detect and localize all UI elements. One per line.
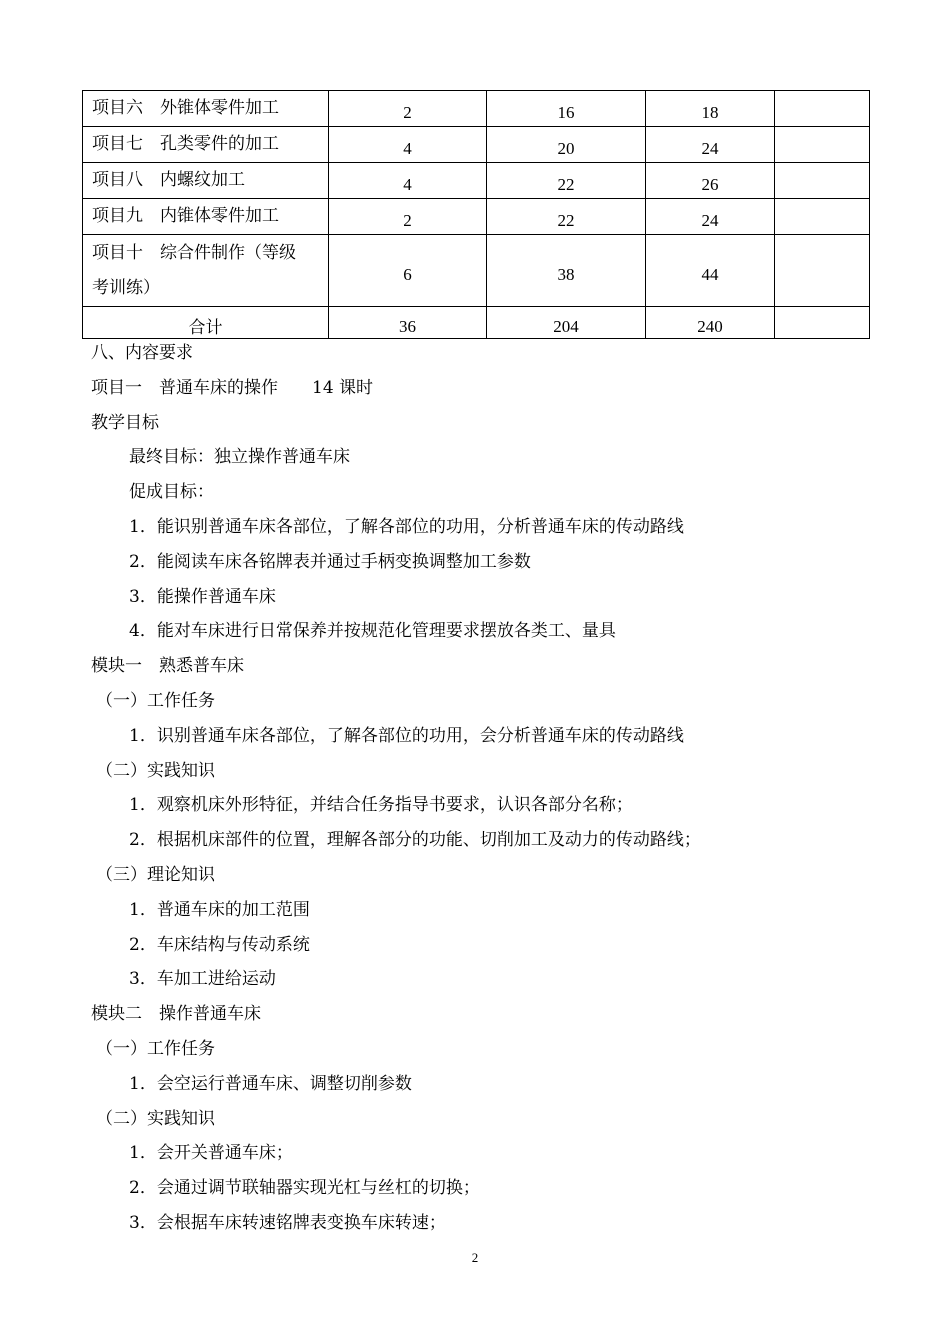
table-cell-theory-hours: 2 [329,91,487,127]
table-cell-project: 项目八 内螺纹加工 [83,163,329,199]
total-practice-hours: 204 [487,307,646,339]
page-number: 2 [471,1250,479,1265]
goal-item: 1．能识别普通车床各部位，了解各部位的功用，分析普通车床的传动路线 [129,516,684,537]
practice-heading: （二）实践知识 [96,1108,215,1129]
final-goal: 最终目标：独立操作普通车床 [129,447,350,468]
table-cell-remark [775,163,870,199]
table-cell-remark [775,235,870,307]
table-cell-theory-hours: 2 [329,199,487,235]
practice-item: 1．观察机床外形特征，并结合任务指导书要求，认识各部分名称； [129,795,633,816]
table-cell-project: 项目九 内锥体零件加工 [83,199,329,235]
theory-item: 3．车加工进给运动 [129,969,276,990]
task-heading: （一）工作任务 [96,1038,215,1059]
theory-item: 2．车床结构与传动系统 [129,934,310,955]
table-cell-total-hours: 24 [646,199,775,235]
goal-item: 2．能阅读车床各铭牌表并通过手柄变换调整加工参数 [129,551,531,572]
table-cell-total-hours: 26 [646,163,775,199]
project-name-line-1: 项目十 综合件制作（等级 [92,242,296,263]
table-cell-remark [775,127,870,163]
table-cell-remark [775,91,870,127]
table-cell-practice-hours: 38 [487,235,646,307]
enabling-goal-heading: 促成目标： [129,482,214,503]
table-cell-total-hours: 44 [646,235,775,307]
table-cell-project: 项目七 孔类零件的加工 [83,127,329,163]
table-cell-theory-hours: 4 [329,127,487,163]
table-row [83,163,870,199]
theory-heading: （三）理论知识 [96,864,215,885]
practice-item: 1．会开关普通车床； [129,1143,293,1164]
table-cell-total-hours: 18 [646,91,775,127]
goal-item: 4．能对车床进行日常保养并按规范化管理要求摆放各类工、量具 [129,621,616,642]
table-cell-practice-hours: 16 [487,91,646,127]
table-cell-practice-hours: 20 [487,127,646,163]
table-cell-remark [775,199,870,235]
table-row [83,91,870,127]
hours-table [82,90,870,339]
table-row [83,199,870,235]
project-title: 项目一 普通车床的操作 14 课时 [91,377,374,398]
practice-item: 2．根据机床部件的位置，理解各部分的功能、切削加工及动力的传动路线； [129,830,701,851]
table-cell-theory-hours: 6 [329,235,487,307]
table-row [83,235,870,307]
task-heading: （一）工作任务 [96,690,215,711]
teaching-goal-heading: 教学目标 [91,412,159,433]
module-title: 模块二 操作普通车床 [91,1004,261,1025]
task-item: 1．识别普通车床各部位，了解各部位的功用，会分析普通车床的传动路线 [129,725,684,746]
table-cell-practice-hours: 22 [487,199,646,235]
table-total-row [83,307,870,339]
table-cell-theory-hours: 4 [329,163,487,199]
content-requirements [0,336,950,1241]
total-theory-hours: 36 [329,307,487,339]
project-name-line-2: 考训练） [92,277,160,298]
table-cell-practice-hours: 22 [487,163,646,199]
total-remark [775,307,870,339]
task-item: 1．会空运行普通车床、调整切削参数 [129,1073,412,1094]
goal-item: 3．能操作普通车床 [129,586,276,607]
table-cell-total-hours: 24 [646,127,775,163]
section-heading: 八、内容要求 [91,343,193,363]
total-hours: 240 [646,307,775,339]
theory-item: 1．普通车床的加工范围 [129,899,310,920]
module-title: 模块一 熟悉普车床 [91,656,244,677]
practice-item: 3．会根据车床转速铭牌表变换车床转速； [129,1212,446,1233]
practice-heading: （二）实践知识 [96,760,215,781]
practice-item: 2．会通过调节联轴器实现光杠与丝杠的切换； [129,1178,480,1199]
table-cell-project [83,235,329,307]
table-row [83,127,870,163]
table-cell-project: 项目六 外锥体零件加工 [83,91,329,127]
total-label: 合计 [83,307,329,339]
